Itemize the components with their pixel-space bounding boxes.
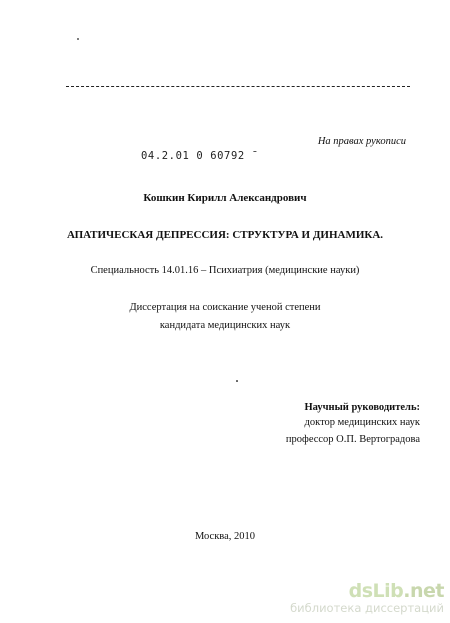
dashed-separator	[66, 86, 410, 87]
archive-stamp: 04.2.01 0 60792 ¯	[141, 150, 259, 162]
dissertation-degree-line-1: Диссертация на соискание ученой степени	[129, 302, 321, 313]
specialty-line: Специальность 14.01.16 – Психиатрия (медицинские науки)	[90, 265, 360, 276]
watermark-subtitle: библиотека диссертаций	[290, 601, 444, 615]
author-name: Кошкин Кирилл Александрович	[143, 192, 307, 204]
scan-speck	[77, 38, 79, 40]
supervisor-name: профессор О.П. Вертоградова	[285, 434, 420, 445]
dissertation-title: АПАТИЧЕСКАЯ ДЕПРЕССИЯ: СТРУКТУРА И ДИНАМИКА.	[66, 229, 384, 241]
supervisor-degree: доктор медицинских наук	[304, 417, 420, 428]
watermark-logo-main: dsLib	[348, 580, 404, 602]
scan-speck	[236, 380, 238, 382]
watermark-logo	[290, 581, 444, 601]
dissertation-degree-line-2: кандидата медицинских наук	[159, 320, 291, 331]
city-year: Москва, 2010	[194, 531, 256, 542]
supervisor-block	[286, 402, 420, 451]
supervisor-label: Научный руководитель:	[304, 402, 420, 413]
dslib-watermark	[290, 581, 444, 615]
watermark-logo-tld: .net	[403, 580, 444, 602]
rights-notice: На правах рукописи	[317, 136, 406, 147]
